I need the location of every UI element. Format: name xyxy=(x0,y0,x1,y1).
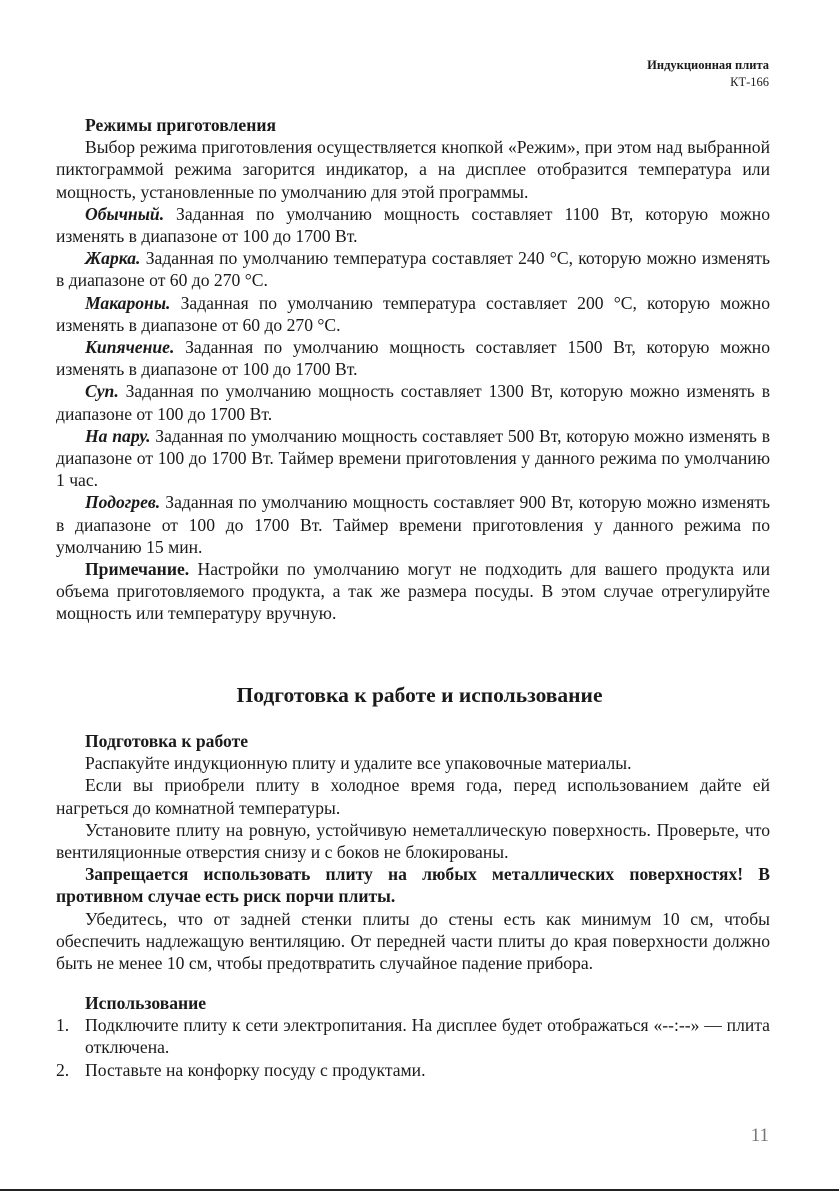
mode-description: Заданная по умолчанию мощность составляет 900 Вт, которую можно изменять в диапазоне от 100 до 1700 Вт. Таймер времени приготовления у данного режима по умолчанию 15 мин. xyxy=(56,492,770,557)
bottom-rule xyxy=(0,1189,839,1191)
mode-normal xyxy=(56,203,770,247)
prep-paragraph-surface: Установите плиту на ровную, устойчивую неметаллическую поверхность. Проверьте, что вентиляционные отверстия снизу и с боков не блокированы. xyxy=(56,819,770,863)
step-number: 2. xyxy=(56,1059,70,1080)
mode-description: Заданная по умолчанию температура составляет 200 °С, которую можно изменять в диапазоне от 60 до 270 °С. xyxy=(56,292,770,335)
cooking-modes-heading: Режимы приготовления xyxy=(85,115,277,135)
mode-name: На пару. xyxy=(85,425,151,446)
mode-description: Заданная по умолчанию мощность составляет 1300 Вт, которую можно изменять в диапазоне от 100 до 1700 Вт. xyxy=(56,381,770,424)
preparation-heading: Подготовка к работе xyxy=(85,731,249,751)
mode-name: Кипячение. xyxy=(85,337,175,358)
mode-description: Заданная по умолчанию мощность составляет 500 Вт, которую можно изменять в диапазоне от 100 до 1700 Вт. Таймер времени приготовления у данного режима по умолчанию 1 час. xyxy=(56,425,770,491)
step-text: Подключите плиту к сети электропитания. На дисплее будет отображаться «--:--» — плита отключена. xyxy=(85,1015,770,1058)
mode-name: Жарка. xyxy=(85,248,141,269)
cooking-modes-section xyxy=(56,114,770,625)
mode-name: Обычный. xyxy=(85,203,165,224)
mode-boiling xyxy=(56,336,770,380)
mode-name: Подогрев. xyxy=(85,492,161,513)
step-number: 1. xyxy=(56,1015,70,1036)
mode-name: Макароны. xyxy=(85,292,171,313)
mode-frying xyxy=(56,247,770,291)
mode-warming xyxy=(56,491,770,558)
prep-paragraph-warm-up: Если вы приобрели плиту в холодное время года, перед использованием дайте ей нагреться до комнатной температуры. xyxy=(56,775,770,818)
mode-pasta xyxy=(56,292,770,336)
prep-paragraph-ventilation: Убедитесь, что от задней стенки плиты до стены есть как минимум 10 см, чтобы обеспечить надлежащую вентиляцию. От передней части плиты до края поверхности должно быть не менее 10 см, чтобы предотвратить случайное падение прибора. xyxy=(56,908,770,974)
running-header xyxy=(647,57,769,91)
step-text: Поставьте на конфорку посуду с продуктами. xyxy=(85,1059,426,1080)
modes-note xyxy=(56,558,770,625)
usage-steps-list xyxy=(56,1014,770,1081)
note-label: Примечание. xyxy=(85,559,190,580)
mode-steam xyxy=(56,425,770,492)
mode-description: Заданная по умолчанию температура составляет 240 °С, которую можно изменять в диапазоне от 60 до 270 °С. xyxy=(56,248,770,291)
mode-name: Суп. xyxy=(85,381,119,402)
note-text: Настройки по умолчанию могут не подходить для вашего продукта или объема приготовляемого продукта, а так же размера посуды. В этом случае отрегулируйте мощность или температуру вручную. xyxy=(56,559,770,624)
mode-description: Заданная по умолчанию мощность составляет 1500 Вт, которую можно изменять в диапазоне от 100 до 1700 Вт. xyxy=(56,337,770,380)
list-item xyxy=(56,1014,770,1058)
prep-warning: Запрещается использовать плиту на любых металлических поверхностях! В противном случае есть риск порчи плиты. xyxy=(56,864,770,907)
mode-description: Заданная по умолчанию мощность составляет 1100 Вт, которую можно изменять в диапазоне от 100 до 1700 Вт. xyxy=(56,203,770,247)
preparation-section xyxy=(56,730,770,974)
mode-soup xyxy=(56,380,770,424)
cooking-modes-intro: Выбор режима приготовления осуществляется кнопкой «Режим», при этом над выбранной пиктограммой режима загорится индикатор, а на дисплее отобразится температура или мощность, установленные по умолчанию для этой программы. xyxy=(56,137,770,202)
section-title: Подготовка к работе и использование xyxy=(236,683,603,707)
prep-paragraph-unpack: Распакуйте индукционную плиту и удалите все упаковочные материалы. xyxy=(85,753,632,774)
usage-heading: Использование xyxy=(85,993,207,1013)
header-product-name: Индукционная плита xyxy=(647,58,769,72)
header-model: КТ-166 xyxy=(730,75,769,89)
usage-section xyxy=(56,992,770,1081)
page-number: 11 xyxy=(750,1125,769,1146)
list-item xyxy=(56,1059,770,1081)
